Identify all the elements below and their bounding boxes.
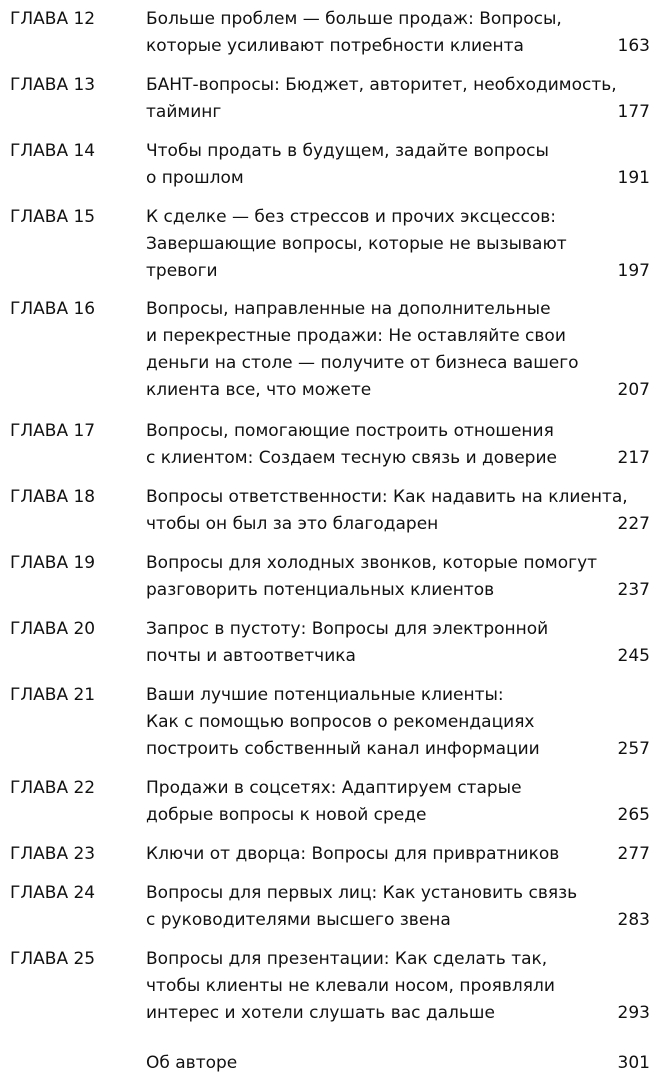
page-number: 197 [617,261,650,281]
page-number: 283 [617,910,650,930]
chapter-title-line: Завершающие вопросы, которые не вызывают [146,234,567,254]
chapter-title-line: деньги на столе — получите от бизнеса вашего [146,353,579,373]
chapter-title-line: почты и автоответчика [146,646,356,666]
chapter-label: ГЛАВА 22 [10,778,96,798]
chapter-title-line: Вопросы ответственности: Как надавить на клиента, [146,487,628,507]
toc-entry [0,6,660,60]
chapter-title-line: чтобы он был за это благодарен [146,514,439,534]
chapter-title-line: чтобы клиенты не клевали носом, проявляли [146,976,555,996]
page-number: 217 [617,448,650,468]
chapter-title-line: добрые вопросы к новой среде [146,805,427,825]
chapter-title [146,841,602,868]
chapter-title [146,946,602,1027]
chapter-title-line: Ваши лучшие потенциальные клиенты: [146,685,504,705]
toc-entry [0,550,660,604]
chapter-label: ГЛАВА 18 [10,487,96,507]
chapter-label: ГЛАВА 13 [10,75,96,95]
chapter-title-line: Продажи в соцсетях: Адаптируем старые [146,778,522,798]
chapter-title-line: и перекрестные продажи: Не оставляйте свои [146,326,566,346]
chapter-title [146,72,617,126]
chapter-label: ГЛАВА 17 [10,421,96,441]
toc-entry [0,72,660,126]
chapter-label: ГЛАВА 14 [10,141,96,161]
toc-entry [0,138,660,192]
toc-entry [0,682,660,763]
chapter-title-line: интерес и хотели слушать вас дальше [146,1003,495,1023]
chapter-title-line: клиента все, что можете [146,380,372,400]
toc-entry [0,775,660,829]
page-number: 227 [617,514,650,534]
chapter-title [146,204,602,285]
chapter-title-line: Чтобы продать в будущем, задайте вопросы [146,141,549,161]
page-number: 265 [617,805,650,825]
chapter-title-line: Запрос в пустоту: Вопросы для электронной [146,619,549,639]
chapter-title-line: тайминг [146,102,222,122]
chapter-title-line: Вопросы, помогающие построить отношения [146,421,554,441]
toc-entry [0,296,660,404]
chapter-label: ГЛАВА 16 [10,299,96,319]
chapter-title-line: БАНТ-вопросы: Бюджет, авторитет, необходимость, [146,75,617,95]
page-number: 237 [617,580,650,600]
chapter-label: ГЛАВА 21 [10,685,96,705]
toc-entry [0,418,660,472]
page-number: 245 [617,646,650,666]
chapter-title-line: Вопросы, направленные на дополнительные [146,299,551,319]
toc-entry [0,946,660,1027]
chapter-title [146,616,602,670]
chapter-title-line: с руководителями высшего звена [146,910,451,930]
chapter-title-line: Как с помощью вопросов о рекомендациях [146,712,535,732]
chapter-title [146,296,602,404]
chapter-title-line: с клиентом: Создаем тесную связь и доверие [146,448,557,468]
chapter-title-line: Вопросы для презентации: Как сделать так, [146,949,548,969]
chapter-title-line: построить собственный канал информации [146,739,540,759]
toc-entry [0,1050,660,1077]
page-number: 301 [617,1053,650,1073]
chapter-title-line: разговорить потенциальных клиентов [146,580,495,600]
chapter-label: ГЛАВА 23 [10,844,96,864]
page-number: 293 [617,1003,650,1023]
chapter-title [146,6,602,60]
chapter-label: ГЛАВА 20 [10,619,96,639]
toc-entry [0,616,660,670]
page-number: 207 [617,380,650,400]
chapter-title [146,880,602,934]
toc-entry [0,484,660,538]
chapter-title [146,418,602,472]
chapter-title [146,138,602,192]
chapter-title [146,1050,602,1077]
chapter-label: ГЛАВА 12 [10,9,96,29]
chapter-title [146,550,602,604]
toc-entry [0,204,660,285]
chapter-title-line: которые усиливают потребности клиента [146,36,524,56]
chapter-title-line: о прошлом [146,168,244,188]
chapter-title-line: Вопросы для холодных звонков, которые помогут [146,553,598,573]
chapter-label: ГЛАВА 24 [10,883,96,903]
chapter-title [146,775,602,829]
toc-entry [0,880,660,934]
page-number: 177 [617,102,650,122]
page-number: 277 [617,844,650,864]
page-number: 191 [617,168,650,188]
chapter-title-line: Больше проблем — больше продаж: Вопросы, [146,9,562,29]
chapter-label: ГЛАВА 19 [10,553,96,573]
chapter-label: ГЛАВА 15 [10,207,96,227]
chapter-title-line: К сделке — без стрессов и прочих эксцессов: [146,207,556,227]
page-number: 257 [617,739,650,759]
chapter-title-line: Об авторе [146,1053,238,1073]
toc-entry [0,841,660,868]
chapter-title-line: тревоги [146,261,218,281]
page-number: 163 [617,36,650,56]
chapter-title [146,682,602,763]
chapter-title [146,484,628,538]
chapter-title-line: Вопросы для первых лиц: Как установить связь [146,883,578,903]
chapter-label: ГЛАВА 25 [10,949,96,969]
chapter-title-line: Ключи от дворца: Вопросы для привратников [146,844,560,864]
